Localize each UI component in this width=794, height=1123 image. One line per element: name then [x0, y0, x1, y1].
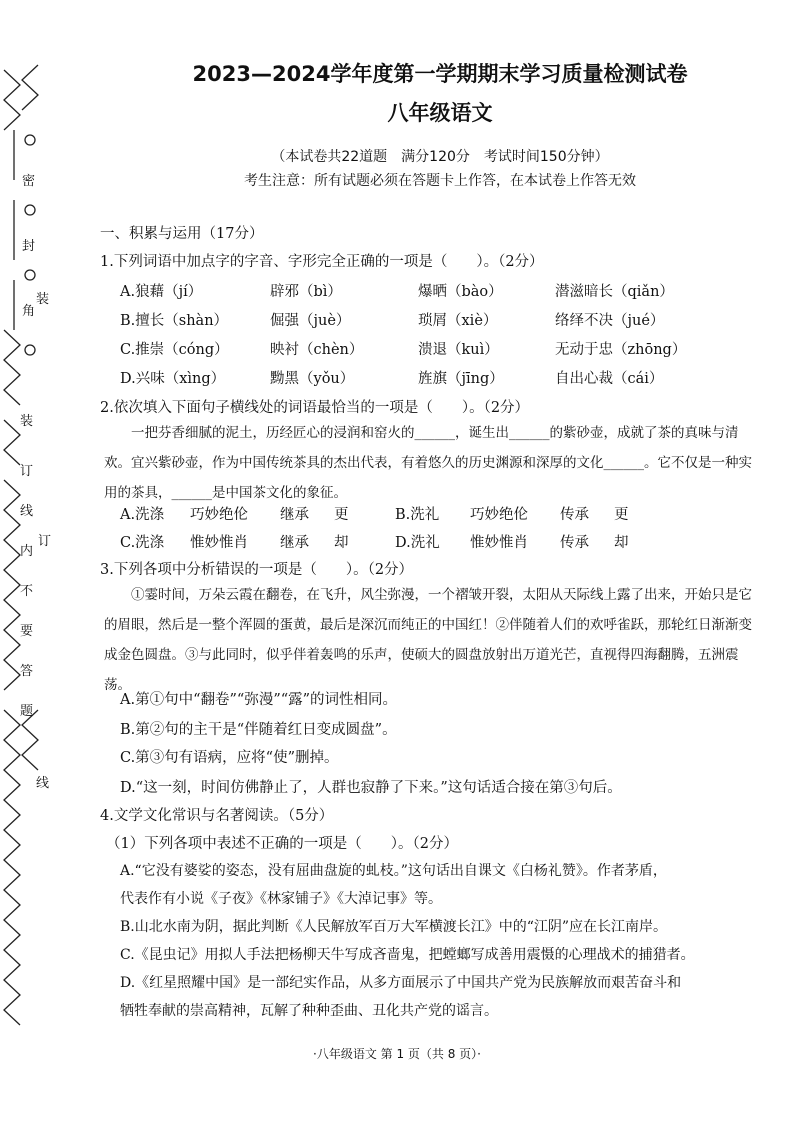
q4-option-a: A.“它没有婆娑的姿态，没有屈曲盘旋的虬枝。”这句话出自课文《白杨礼赞》。作者茅盾， — [120, 863, 667, 879]
margin-label: 线 — [20, 504, 34, 519]
margin-label: 订 — [20, 464, 34, 479]
q2-option-text: 传承 — [560, 507, 589, 523]
q2-option-text: 更 — [614, 507, 629, 523]
page-footer: ·八年级语文 第 1 页（共 8 页）· — [313, 1047, 481, 1061]
exam-subtitle: 八年级语文 — [387, 101, 493, 125]
q1-option-text: 辟邪（bì） — [270, 284, 342, 300]
q1-option-text: 络绎不决（jué） — [555, 313, 665, 329]
q2-option-text: 却 — [614, 535, 629, 551]
q2-option-text: 惟妙惟肖 — [470, 535, 528, 551]
exam-notice: 考生注意：所有试题必须在答题卡上作答，在本试卷上作答无效 — [244, 173, 636, 189]
margin-label: 题 — [20, 704, 34, 719]
q1-option-text: C.推崇（cóng） — [120, 342, 229, 358]
q3-option-a: A.第①句中“翻卷”“弥漫”“露”的词性相同。 — [120, 692, 398, 708]
question-3-stem: 3.下列各项中分析错误的一项是（ ）。（2分） — [100, 562, 414, 578]
q1-option-text: 映衬（chèn） — [270, 342, 364, 358]
section-heading: 一、积累与运用（17分） — [100, 226, 264, 242]
question-2-passage: 一把芬香细腻的泥土，历经匠心的浸润和窑火的______，诞生出______的紫砂壶，成就了茶的真味与清欢。宜兴紫砂壶，作为中国传统茶具的杰出代表，有着悠久的历史渊源和深厚的文化______。它不仅是一种实用的茶具，______是中国茶文化的象征。 — [104, 425, 752, 501]
q1-option-text: 琐屑（xiè） — [418, 313, 498, 329]
q1-option-text: B.擅长（shàn） — [120, 313, 229, 329]
q1-option-text: 黝黑（yǒu） — [270, 371, 355, 387]
exam-title: 2023—2024学年度第一学期期末学习质量检测试卷 — [192, 62, 688, 86]
q2-option-text: 传承 — [560, 535, 589, 551]
q2-option-text: 巧妙绝伦 — [190, 507, 248, 523]
exam-info: （本试卷共22道题 满分120分 考试时间150分钟） — [271, 149, 609, 165]
question-2-stem: 2.依次填入下面句子横线处的词语最恰当的一项是（ ）。（2分） — [100, 400, 530, 416]
q2-option-text: 却 — [334, 535, 349, 551]
q2-option-text: 继承 — [280, 535, 309, 551]
q1-option-text: 潜滋暗长（qiǎn） — [555, 284, 674, 300]
q1-option-text: 溃退（kuì） — [418, 342, 499, 358]
question-3-passage: ①霎时间，万朵云霞在翻卷，在飞升，风尘弥漫，一个褶皱开裂，太阳从天际线上露了出来，开始只是它的眉眼，然后是一整个浑圆的蛋黄，最后是深沉而纯正的中国红！②伴随着人们的欢呼雀跃，那轮红日渐渐变成金色圆盘。③与此同时，似乎伴着轰鸣的乐声，使硕大的圆盘放射出万道光芒，直视得四海翻腾，五洲震荡。 — [104, 587, 752, 693]
q2-option-text: 更 — [334, 507, 349, 523]
q1-option-text: D.兴味（xìng） — [120, 371, 226, 387]
margin-label: 要 — [20, 624, 34, 639]
q3-option-c: C.第③句有语病，应将“使”删掉。 — [120, 750, 339, 766]
q1-option-text: 倔强（juè） — [270, 313, 351, 329]
q3-option-b: B.第②句的主干是“伴随着红日变成圆盘”。 — [120, 722, 397, 738]
margin-label: 角 — [22, 304, 36, 319]
q1-option-text: 无动于忠（zhōng） — [555, 342, 687, 358]
q4-sub1-stem: （1）下列各项中表述不正确的一项是（ ）。（2分） — [106, 836, 458, 852]
margin-label: 订 — [38, 534, 52, 549]
binding-margin — [0, 60, 62, 1040]
q2-option-text: D.洗礼 — [395, 535, 440, 551]
q1-option-text: 旌旗（jīng） — [418, 371, 504, 387]
margin-label: 装 — [36, 292, 50, 307]
q1-option-text: 自出心裁（cái） — [555, 371, 664, 387]
margin-label: 答 — [20, 664, 34, 679]
q4-option-b: B.山北水南为阴，据此判断《人民解放军百万大军横渡长江》中的“江阴”应在长江南岸。 — [120, 919, 668, 935]
margin-label: 内 — [20, 544, 34, 559]
q2-option-text: 巧妙绝伦 — [470, 507, 528, 523]
margin-label: 不 — [20, 584, 34, 599]
question-1-stem: 1.下列词语中加点字的字音、字形完全正确的一项是（ ）。（2分） — [100, 254, 544, 270]
q3-option-d: D.“这一刻，时间仿佛静止了，人群也寂静了下来。”这句话适合接在第③句后。 — [120, 780, 622, 796]
q4-option-a-cont: 代表作有小说《子夜》《林家铺子》《大淖记事》等。 — [120, 891, 442, 907]
q2-option-text: C.洗涤 — [120, 535, 165, 551]
margin-label: 封 — [22, 239, 36, 254]
q2-option-text: 惟妙惟肖 — [190, 535, 248, 551]
margin-label: 密 — [22, 174, 36, 189]
q2-option-text: A.洗涤 — [120, 507, 165, 523]
q4-option-c: C.《昆虫记》用拟人手法把杨柳天牛写成吝啬鬼，把螳螂写成善用震慑的心理战术的捕猎者。 — [120, 947, 695, 963]
question-4-stem: 4.文学文化常识与名著阅读。（5分） — [100, 808, 334, 824]
q4-option-d-cont: 牺牲奉献的崇高精神，瓦解了种种歪曲、丑化共产党的谣言。 — [120, 1003, 498, 1019]
margin-label: 线 — [36, 776, 50, 791]
q2-option-text: 继承 — [280, 507, 309, 523]
q4-option-d: D.《红星照耀中国》是一部纪实作品，从多方面展示了中国共产党为民族解放而艰苦奋斗和 — [120, 975, 682, 991]
q2-option-text: B.洗礼 — [395, 507, 440, 523]
q1-option-text: 爆晒（bào） — [418, 284, 503, 300]
margin-label: 装 — [20, 414, 34, 429]
q1-option-text: A.狼藉（jí） — [120, 284, 203, 300]
